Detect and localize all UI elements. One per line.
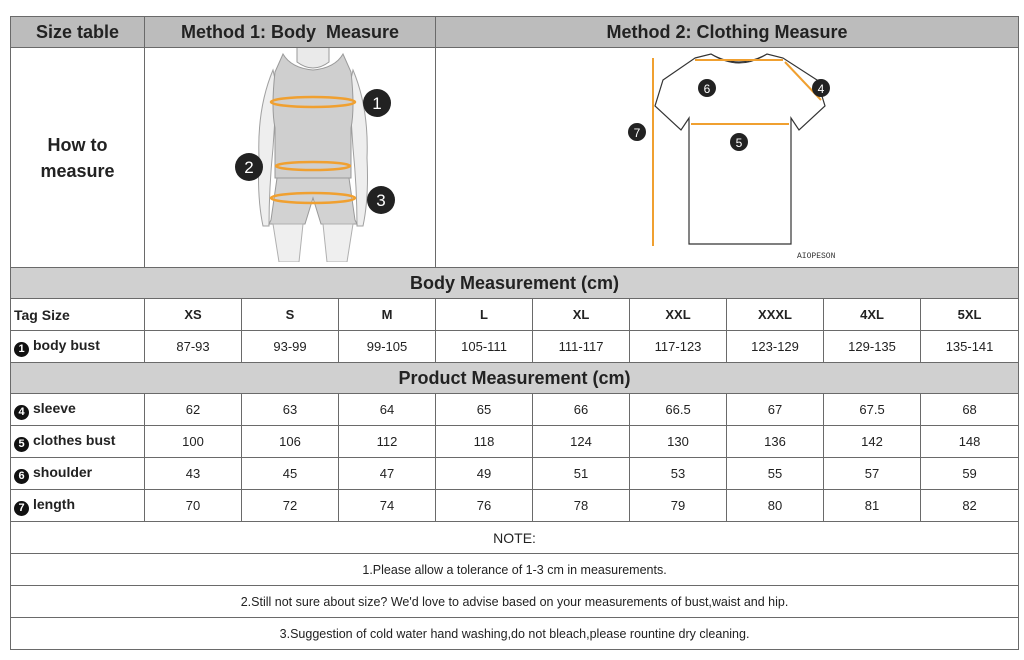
value-cell: 65 — [436, 394, 533, 426]
header-row — [11, 17, 1019, 48]
number-badge: 4 — [14, 405, 29, 420]
value-cell: 70 — [145, 490, 242, 522]
svg-text:6: 6 — [703, 82, 711, 96]
value-cell: 136 — [727, 426, 824, 458]
sleeve-row — [11, 394, 1019, 426]
value-cell: 112 — [339, 426, 436, 458]
value-cell: 142 — [824, 426, 921, 458]
value-cell: 59 — [921, 458, 1019, 490]
value-cell: 68 — [921, 394, 1019, 426]
size-cell: XS — [145, 299, 242, 331]
size-cell: XXXL — [727, 299, 824, 331]
body-bust-row — [11, 331, 1019, 363]
value-cell: 79 — [630, 490, 727, 522]
svg-text:1: 1 — [372, 94, 382, 113]
number-badge: 6 — [14, 469, 29, 484]
value-cell: 64 — [339, 394, 436, 426]
how-to-line1: How to — [47, 134, 108, 155]
number-badge: 7 — [14, 501, 29, 516]
note-line-row — [11, 554, 1019, 586]
shirt-figure-svg — [461, 48, 993, 262]
value-cell: 135-141 — [921, 331, 1019, 363]
svg-text:7: 7 — [633, 126, 641, 140]
value-cell: 118 — [436, 426, 533, 458]
value-cell: 117-123 — [630, 331, 727, 363]
note-line-3: 3.Suggestion of cold water hand washing,do not bleach,please rountine dry cleaning. — [11, 618, 1019, 650]
value-cell: 123-129 — [727, 331, 824, 363]
value-cell: 100 — [145, 426, 242, 458]
marker-4 — [812, 79, 830, 97]
value-cell: 55 — [727, 458, 824, 490]
shoulder-label — [11, 458, 145, 490]
value-cell: 87-93 — [145, 331, 242, 363]
note-title-row — [11, 522, 1019, 554]
value-cell: 93-99 — [242, 331, 339, 363]
tag-size-label: Tag Size — [11, 299, 145, 331]
value-cell: 67.5 — [824, 394, 921, 426]
tag-size-row — [11, 299, 1019, 331]
marker-3 — [367, 186, 395, 214]
size-chart — [10, 16, 1018, 650]
size-cell: M — [339, 299, 436, 331]
marker-5 — [730, 133, 748, 151]
how-to-measure — [11, 48, 145, 268]
size-cell: S — [242, 299, 339, 331]
body-figure-svg — [145, 48, 481, 262]
value-cell: 105-111 — [436, 331, 533, 363]
value-cell: 111-117 — [533, 331, 630, 363]
value-cell: 148 — [921, 426, 1019, 458]
product-section-title: Product Measurement (cm) — [11, 363, 1019, 394]
marker-2 — [235, 153, 263, 181]
product-section-row — [11, 363, 1019, 394]
value-cell: 53 — [630, 458, 727, 490]
shoulder-row — [11, 458, 1019, 490]
size-table-title: Size table — [11, 17, 145, 48]
value-cell: 99-105 — [339, 331, 436, 363]
note-line-1: 1.Please allow a tolerance of 1-3 cm in measurements. — [11, 554, 1019, 586]
note-line-2: 2.Still not sure about size? We'd love to advise based on your measurements of bust,waist and hip. — [11, 586, 1019, 618]
value-cell: 74 — [339, 490, 436, 522]
value-cell: 76 — [436, 490, 533, 522]
body-section-row — [11, 268, 1019, 299]
sleeve-label — [11, 394, 145, 426]
size-cell: L — [436, 299, 533, 331]
size-cell: XXL — [630, 299, 727, 331]
svg-text:2: 2 — [244, 158, 254, 177]
value-cell: 72 — [242, 490, 339, 522]
row-label: body bust — [33, 336, 100, 353]
value-cell: 49 — [436, 458, 533, 490]
note-title: NOTE: — [11, 522, 1019, 554]
svg-text:4: 4 — [817, 82, 825, 96]
row-label: shoulder — [33, 463, 93, 480]
how-to-row — [11, 48, 1019, 268]
row-label: clothes bust — [33, 431, 116, 448]
number-badge: 5 — [14, 437, 29, 452]
value-cell: 57 — [824, 458, 921, 490]
value-cell: 80 — [727, 490, 824, 522]
value-cell: 106 — [242, 426, 339, 458]
size-cell: XL — [533, 299, 630, 331]
value-cell: 81 — [824, 490, 921, 522]
how-to-line2: measure — [40, 160, 115, 181]
method2-title: Method 2: Clothing Measure — [436, 17, 1019, 48]
number-badge: 1 — [14, 342, 29, 357]
value-cell: 129-135 — [824, 331, 921, 363]
row-label: length — [33, 495, 75, 512]
length-label — [11, 490, 145, 522]
size-cell: 5XL — [921, 299, 1019, 331]
body-bust-label — [11, 331, 145, 363]
value-cell: 124 — [533, 426, 630, 458]
clothing-measure-figure — [436, 48, 1019, 268]
value-cell: 63 — [242, 394, 339, 426]
value-cell: 66 — [533, 394, 630, 426]
value-cell: 62 — [145, 394, 242, 426]
length-row — [11, 490, 1019, 522]
value-cell: 51 — [533, 458, 630, 490]
brand-label: AIOPESON — [797, 252, 836, 261]
svg-text:3: 3 — [376, 191, 386, 210]
marker-1 — [363, 89, 391, 117]
row-label: sleeve — [33, 399, 76, 416]
clothes-bust-label — [11, 426, 145, 458]
value-cell: 45 — [242, 458, 339, 490]
size-cell: 4XL — [824, 299, 921, 331]
clothes-bust-row — [11, 426, 1019, 458]
note-line-row — [11, 586, 1019, 618]
value-cell: 78 — [533, 490, 630, 522]
body-measure-figure — [145, 48, 436, 268]
value-cell: 66.5 — [630, 394, 727, 426]
value-cell: 47 — [339, 458, 436, 490]
value-cell: 67 — [727, 394, 824, 426]
body-section-title: Body Measurement (cm) — [11, 268, 1019, 299]
note-line-row — [11, 618, 1019, 650]
tank-top — [273, 54, 353, 178]
marker-7 — [628, 123, 646, 141]
method1-title: Method 1: Body Measure — [145, 17, 436, 48]
size-table — [10, 16, 1019, 650]
value-cell: 82 — [921, 490, 1019, 522]
value-cell: 130 — [630, 426, 727, 458]
marker-6 — [698, 79, 716, 97]
svg-text:5: 5 — [735, 136, 743, 150]
value-cell: 43 — [145, 458, 242, 490]
